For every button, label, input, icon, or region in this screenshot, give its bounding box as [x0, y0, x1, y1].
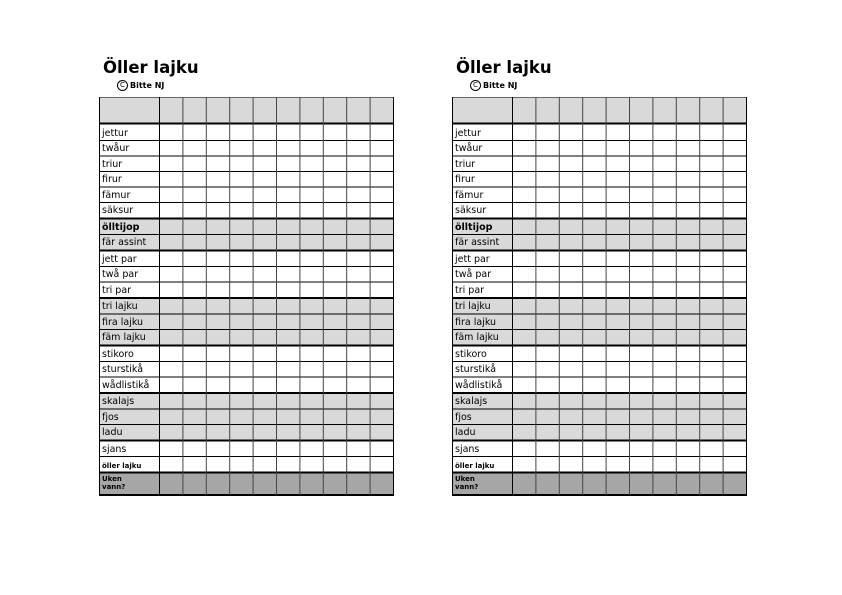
row-label: tri lajku: [102, 301, 138, 312]
row-label: jett par: [455, 253, 490, 265]
row-label: säksur: [102, 205, 134, 216]
row-label: triur: [102, 158, 123, 170]
row-label: firur: [455, 174, 475, 185]
row-label: fjos: [455, 411, 472, 423]
score-grid: [99, 97, 393, 497]
row-label: firur: [102, 174, 122, 185]
row-label: sjans: [455, 443, 480, 455]
row-fill: [453, 219, 747, 235]
row-fill: [453, 299, 747, 315]
row-label: sturstikå: [455, 364, 497, 375]
row-label: fäm lajku: [455, 332, 499, 343]
row-label: wådlistikå: [455, 379, 503, 391]
row-label: ölltijop: [102, 221, 140, 233]
row-fill: [100, 425, 394, 441]
scoresheet-left: [99, 58, 393, 491]
score-grid: [452, 97, 746, 497]
row-label: sturstikå: [102, 364, 144, 375]
row-label: skalajs: [455, 396, 488, 407]
row-label: fär assint: [455, 237, 500, 248]
row-label: öller lajku: [455, 461, 495, 470]
row-fill: [453, 394, 747, 410]
scoresheet-right: [452, 58, 746, 491]
row-label: ölltijop: [455, 221, 493, 233]
row-label: twåur: [102, 143, 130, 154]
sheet-title: Öller lajku: [456, 58, 552, 77]
row-label: stikoro: [102, 348, 134, 360]
row-label: ladu: [102, 427, 123, 438]
row-fill: [453, 473, 747, 495]
row-label: jettur: [102, 127, 128, 139]
row-label: fira lajku: [455, 316, 497, 328]
row-label: triur: [455, 158, 476, 170]
credit-line: [117, 78, 393, 92]
row-label: fäm lajku: [102, 332, 146, 343]
sheet-title: Öller lajku: [103, 58, 199, 77]
row-label: fämur: [455, 189, 484, 201]
row-fill: [100, 314, 394, 330]
row-fill: [100, 394, 394, 410]
header-row-fill: [453, 98, 747, 123]
row-label: fär assint: [102, 237, 147, 248]
credit-line: [470, 78, 746, 92]
row-label: jettur: [455, 127, 481, 139]
row-label: tri par: [455, 284, 485, 296]
row-fill: [100, 299, 394, 315]
row-fill: [100, 409, 394, 425]
row-fill: [100, 219, 394, 235]
row-label: öller lajku: [102, 461, 142, 470]
row-label: ladu: [455, 427, 476, 438]
row-label: wådlistikå: [102, 379, 150, 391]
copyright-icon: C: [117, 80, 128, 91]
header-row-fill: [100, 98, 394, 123]
credit-text: Bitte NJ: [130, 80, 165, 90]
row-label: jett par: [102, 253, 137, 265]
row-fill: [453, 409, 747, 425]
row-fill: [453, 314, 747, 330]
credit-text: Bitte NJ: [483, 80, 518, 90]
row-fill: [100, 473, 394, 495]
row-label: fämur: [102, 189, 131, 201]
row-label: twå par: [102, 269, 139, 280]
row-label: twåur: [455, 143, 483, 154]
row-label: Uken vann?: [102, 475, 126, 491]
grid-lines: [452, 97, 748, 497]
row-label: skalajs: [102, 396, 135, 407]
copyright-icon: C: [470, 80, 481, 91]
row-fill: [453, 425, 747, 441]
row-label: twå par: [455, 269, 492, 280]
row-label: Uken vann?: [455, 475, 479, 491]
grid-lines: [99, 97, 395, 497]
row-label: fira lajku: [102, 316, 144, 328]
row-label: tri par: [102, 284, 132, 296]
row-label: stikoro: [455, 348, 487, 360]
row-label: tri lajku: [455, 301, 491, 312]
row-label: sjans: [102, 443, 127, 455]
row-label: säksur: [455, 205, 487, 216]
row-label: fjos: [102, 411, 119, 423]
